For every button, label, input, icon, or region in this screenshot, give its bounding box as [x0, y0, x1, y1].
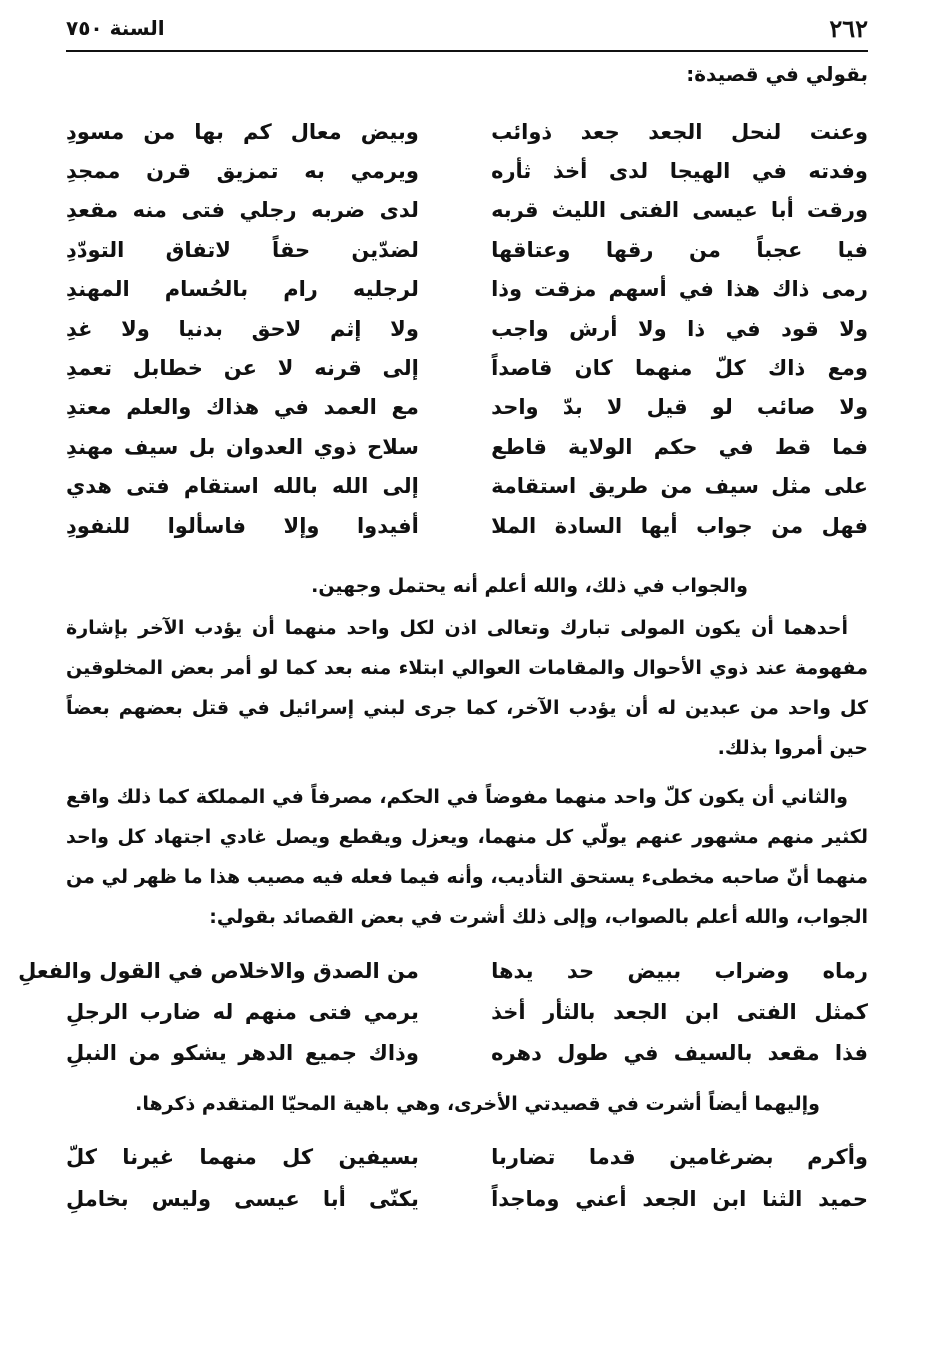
verse-first-hemistich: ومع ذاك كلّ منهما كان قاصداً: [491, 356, 868, 381]
page-number: ٢٦٢: [829, 14, 868, 43]
verse-second-hemistich: سلاح ذوي العدوان بل سيف مهندِ: [66, 434, 419, 459]
verse-line: [66, 1136, 868, 1178]
reference-paragraph: وإليهما أيضاً أشرت في قصيدتي الأخرى، وهي باهية المحيّا المتقدم ذكرها.: [135, 1093, 820, 1115]
verse-line: [66, 1032, 868, 1073]
verse-line: [66, 388, 868, 427]
verse-first-hemistich: وأكرم بضرغامين قدما تضاربا: [491, 1145, 868, 1169]
verse-second-hemistich: وبيض معال كم بها من مسودِ: [66, 119, 419, 144]
verse-first-hemistich: على مثل سيف من طريق استقامة: [491, 474, 868, 499]
verse-second-hemistich: إلى الله بالله استقام فتى هدي: [66, 474, 419, 499]
verse-second-hemistich: يرمي فتى منهم له ضارب الرجلِ: [66, 999, 419, 1024]
verse-first-hemistich: كمثل الفتى ابن الجعد بالثأر أخذ: [491, 999, 868, 1024]
verse-second-hemistich: لضدّين حقاً لاتفاق التودّدِ: [66, 237, 419, 262]
intro-line: بقولي في قصيدة:: [686, 62, 868, 86]
answer-intro-paragraph: والجواب في ذلك، والله أعلم أنه يحتمل وجهين.: [311, 575, 748, 597]
verse-first-hemistich: وعنت لنحل الجعد جعد ذوائب: [491, 119, 868, 144]
running-header-year: السنة ٧٥٠: [66, 16, 165, 40]
first-view-paragraph: أحدهما أن يكون المولى تبارك وتعالى اذن لكل واحد منهما أن يؤدب الآخر بإشارة مفهومة عند ذوي الأحوال والمقامات العوالي ابتلاء منه بعد كما لو أمر بعض المخلوقين كل واحد من عبدين له أن يؤدب الآخر، كما جرى لبني إسرائيل في قتل بعضهم بعضاً حين أمروا بذلك.: [66, 617, 868, 759]
verse-second-hemistich: ولا إثم لاحق بدنيا ولا غدِ: [66, 316, 419, 341]
verse-first-hemistich: فهل من جواب أيها السادة الملا: [491, 513, 868, 538]
verse-line: [66, 991, 868, 1032]
poem-first: [66, 112, 868, 545]
verse-line: [66, 112, 868, 151]
verse-second-hemistich: من الصدق والاخلاص في القول والفعلِ: [18, 958, 419, 983]
verse-second-hemistich: لدى ضربه رجلي فتى منه مقعدِ: [66, 198, 419, 223]
verse-line: [66, 348, 868, 387]
verse-second-hemistich: أفيدوا وإلا فاسألوا للنفودِ: [66, 513, 419, 538]
verse-line: [66, 151, 868, 190]
verse-line: [66, 1178, 868, 1220]
verse-second-hemistich: وذاك جميع الدهر يشكو من النبلِ: [66, 1040, 419, 1065]
verse-second-hemistich: لرجليه رام بالحُسام المهندِ: [66, 277, 419, 302]
verse-line: [66, 191, 868, 230]
verse-first-hemistich: ولا قود في ذا ولا أرش واجب: [491, 316, 868, 341]
verse-first-hemistich: فما قط في حكم الولاية قاطع: [491, 434, 868, 459]
verse-second-hemistich: يكنّى أبا عيسى وليس بخاملِ: [66, 1187, 419, 1211]
verse-first-hemistich: ولا صائب لو قيل لا بدّ واحد: [491, 395, 868, 420]
verse-line: [18, 950, 868, 991]
verse-line: [66, 467, 868, 506]
poem-second: [18, 950, 868, 1073]
verse-first-hemistich: رمى ذاك هذا في أسهم مزقت وذا: [491, 277, 868, 302]
verse-first-hemistich: فيا عجباً من رقها وعتاقها: [491, 237, 868, 262]
page-header: [66, 10, 868, 52]
poem-third: [66, 1136, 868, 1220]
verse-line: [66, 270, 868, 309]
second-view-paragraph: والثاني أن يكون كلّ واحد منهما مفوضاً في الحكم، مصرفاً في المملكة كما ذلك واقع لكثير منهم مشهور عنهم يولّي كل منهما، ويعزل ويقطع ويصل غادي اجتهاد كل واحد منهما أنّ صاحبه مخطىء يستحق التأديب، وأنه فيما فعله فيه مصيب هذا ما ظهر لي من الجواب، والله أعلم بالصواب، وإلى ذلك أشرت في بعض القصائد بقولي:: [66, 786, 868, 928]
verse-line: [66, 230, 868, 269]
verse-second-hemistich: ويرمي به تمزيق قرن ممجدِ: [66, 159, 419, 184]
verse-line: [66, 309, 868, 348]
verse-first-hemistich: وفدته في الهيجا لدى أخذ ثأره: [491, 159, 868, 184]
verse-second-hemistich: إلى قرنه لا عن خطابل تعمدِ: [66, 356, 419, 381]
verse-first-hemistich: ورقت أبا عيسى الفتى الليث قربه: [491, 198, 868, 223]
verse-second-hemistich: بسيفين كل منهما غيرنا كلّ: [66, 1145, 419, 1169]
verse-first-hemistich: حميد الثنا ابن الجعد أعني وماجداً: [491, 1187, 868, 1211]
verse-line: [66, 506, 868, 545]
verse-first-hemistich: فذا مقعد بالسيف في طول دهره: [491, 1040, 868, 1065]
verse-second-hemistich: مع العمد في هذاك والعلم معتدِ: [66, 395, 419, 420]
verse-first-hemistich: رماه وضراب ببيض حد يدها: [491, 958, 868, 983]
verse-line: [66, 427, 868, 466]
